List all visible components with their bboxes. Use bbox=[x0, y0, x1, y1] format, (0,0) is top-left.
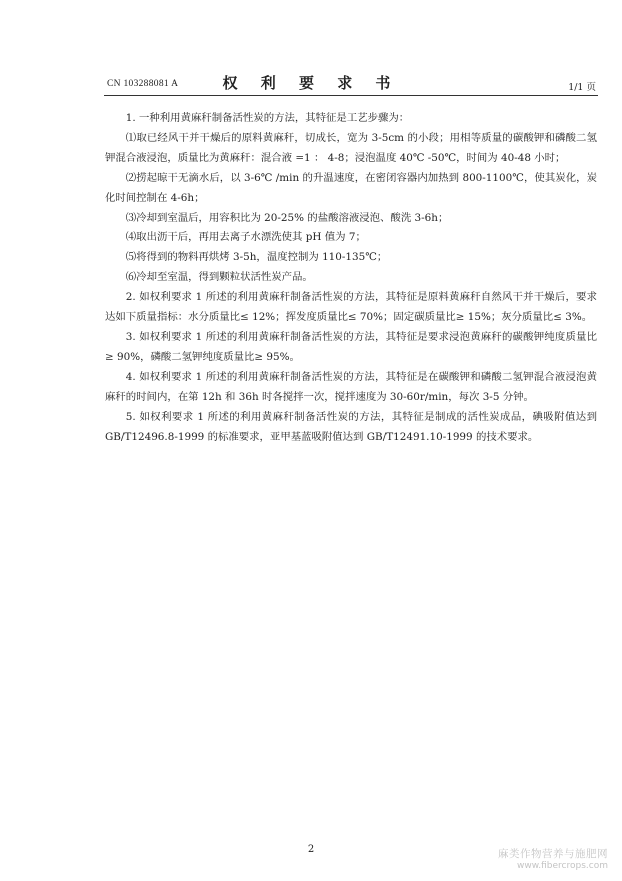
watermark-url: www.fibercrops.com bbox=[517, 861, 608, 871]
patent-number: CN 103288081 A bbox=[107, 79, 179, 89]
document-title: 权 利 要 求 书 bbox=[222, 74, 400, 92]
claims-body bbox=[105, 109, 597, 447]
claim-2: 2. 如权利要求 1 所述的利用黄麻秆制备活性炭的方法，其特征是原料黄麻秆自然风干并干燥后，要求达如下质量指标：水分质量比≤ 12%；挥发度质量比≤ 70%；固定碳质量比≥ 15%；灰分质量比≤ 3%。 bbox=[105, 291, 597, 324]
claim-1-step-3: ⑶冷却到室温后，用容积比为 20-25% 的盐酸溶液浸泡、酸洗 3-6h； bbox=[125, 211, 449, 224]
claim-1-step-4: ⑷取出沥干后，再用去离子水漂洗使其 pH 值为 7； bbox=[125, 231, 366, 244]
page-number: 2 bbox=[307, 844, 315, 855]
watermark-name: 麻类作物营养与施肥网 bbox=[498, 848, 608, 860]
claim-5: 5. 如权利要求 1 所述的利用黄麻秆制备活性炭的方法，其特征是制成的活性炭成品，碘吸附值达到 GB/T12496.8-1999 的标准要求，亚甲基蓝吸附值达到 GB/T12491.10-1999 的技术要求。 bbox=[105, 410, 597, 443]
claim-1-step-2: ⑵捞起晾干无滴水后，以 3-6℃ /min 的升温速度，在密闭容器内加热到 800-1100℃，使其炭化，炭化时间控制在 4-6h； bbox=[105, 171, 597, 204]
page-label: 1/1 页 bbox=[568, 82, 596, 93]
claim-1-step-5: ⑸将得到的物料再烘烤 3-5h，温度控制为 110-135℃； bbox=[125, 251, 388, 264]
claim-1-intro: 1. 一种利用黄麻秆制备活性炭的方法，其特征是工艺步骤为： bbox=[125, 112, 410, 124]
site-watermark bbox=[498, 848, 608, 872]
claim-1-step-6: ⑹冷却至室温，得到颗粒状活性炭产品。 bbox=[125, 271, 313, 284]
header-divider bbox=[104, 95, 598, 96]
claim-3: 3. 如权利要求 1 所述的利用黄麻秆制备活性炭的方法，其特征是要求浸泡黄麻秆的碳酸钾纯度质量比≥ 90%，磷酸二氢钾纯度质量比≥ 95%。 bbox=[105, 330, 597, 363]
claim-1-step-1: ⑴取已经风干并干燥后的原料黄麻秆，切成长，宽为 3-5cm 的小段；用相等质量的碳酸钾和磷酸二氢钾混合液浸泡，质量比为黄麻秆：混合液 =1 ： 4-8；浸泡温度 40℃ -50℃，时间为 40-48 小时； bbox=[105, 131, 597, 164]
claim-4: 4. 如权利要求 1 所述的利用黄麻秆制备活性炭的方法，其特征是在碳酸钾和磷酸二氢钾混合液浸泡黄麻秆的时间内，在第 12h 和 36h 时各搅拌一次，搅拌速度为 30-60r/min，每次 3-5 分钟。 bbox=[105, 370, 597, 403]
